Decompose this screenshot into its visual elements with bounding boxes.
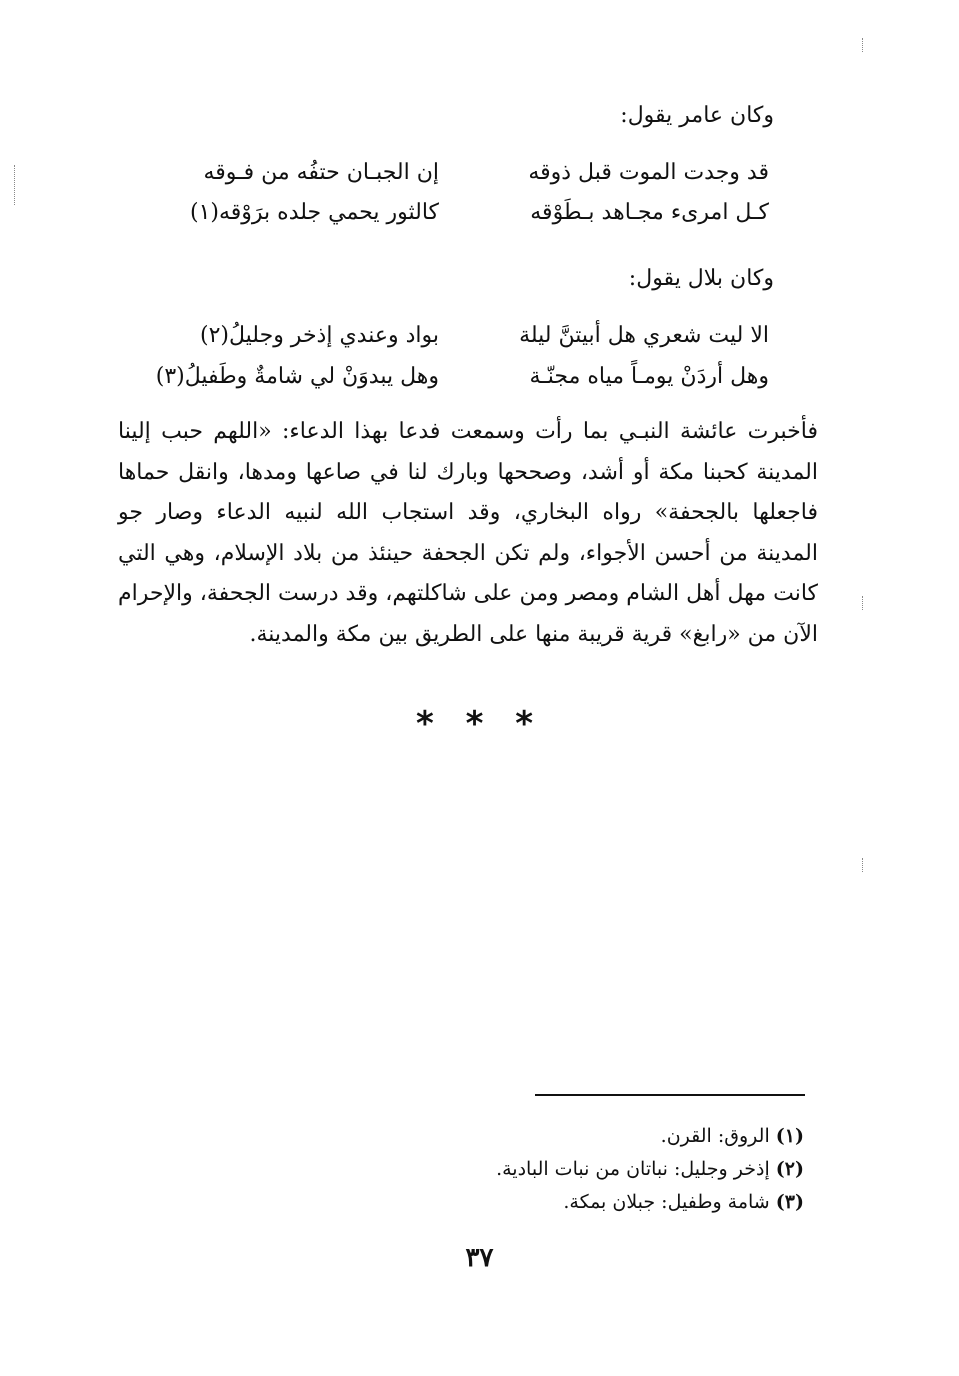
footnote-number: (١) (775, 1125, 804, 1147)
margin-mark (14, 165, 15, 205)
margin-mark (862, 38, 863, 52)
footnotes (496, 1120, 804, 1219)
footnote-divider (535, 1094, 805, 1096)
page-number: ٣٧ (465, 1243, 494, 1273)
footnote-item (496, 1120, 804, 1153)
footnote-text: الروق: القرن. (660, 1125, 770, 1147)
margin-mark (862, 596, 863, 610)
verse-first-hemistich: وهل أردَنْ يومـاً مياه مجنّـة (529, 364, 769, 389)
footnote-item (496, 1153, 804, 1186)
footnote-text: إذخر وجليل: نباتان من نبات البادية. (496, 1158, 770, 1180)
poem-intro-amir: وكان عامر يقول: (620, 103, 774, 128)
body-paragraph: فأخبرت عائشة النبـي بما رأت وسمعت فدعا بهذا الدعاء: «اللهم حبب إلينا المدينة كحبنا مكة أو أشد، وصححها وبارك لنا في صاعها ومدها، وانقل حماها فاجعلها بالجحفة» رواه البخاري، وقد استجاب الله لنبيه الدعاء وصار جو المدينة من أحسن الأجواء، ولم تكن الجحفة حينئذ من بلاد الإسلام، وهي التي كانت مهل أهل الشام ومصر ومن على شاكلتهم، وقد درست الجحفة، والإحرام الآن من «رابغ» قرية قريبة منها على الطريق بين مكة والمدينة. (118, 419, 818, 647)
verse-second-hemistich: بواد وعندي إذخر وجليلُ(٢) (200, 323, 439, 348)
margin-mark (862, 858, 863, 872)
section-separator: * * * (415, 704, 543, 744)
footnote-text: شامة وطفيل: جبلان بمكة. (563, 1191, 770, 1213)
verse-first-hemistich: الا ليت شعري هل أبيتنَّ ليلة (519, 323, 769, 348)
poem-verse (179, 200, 769, 234)
poem-intro-bilal: وكان بلال يقول: (628, 266, 774, 291)
verse-first-hemistich: كـل امرىء مجـاهد بـطَوْقه (530, 200, 769, 225)
verse-second-hemistich: إن الجبـان حتفُه من فـوقه (203, 160, 439, 185)
poem-verse (179, 160, 769, 194)
footnote-number: (٢) (775, 1158, 804, 1180)
verse-second-hemistich: كالثور يحمي جلده برَوْقه(١) (189, 200, 439, 225)
footnote-item (496, 1186, 804, 1219)
verse-second-hemistich: وهل يبدوَنْ لي شامةٌ وطَفيلُ(٣) (155, 364, 439, 389)
footnote-number: (٣) (775, 1191, 804, 1213)
poem-verse (179, 323, 769, 357)
verse-first-hemistich: قد وجدت الموت قبل ذوقه (528, 160, 769, 185)
poem-verse (155, 364, 769, 398)
